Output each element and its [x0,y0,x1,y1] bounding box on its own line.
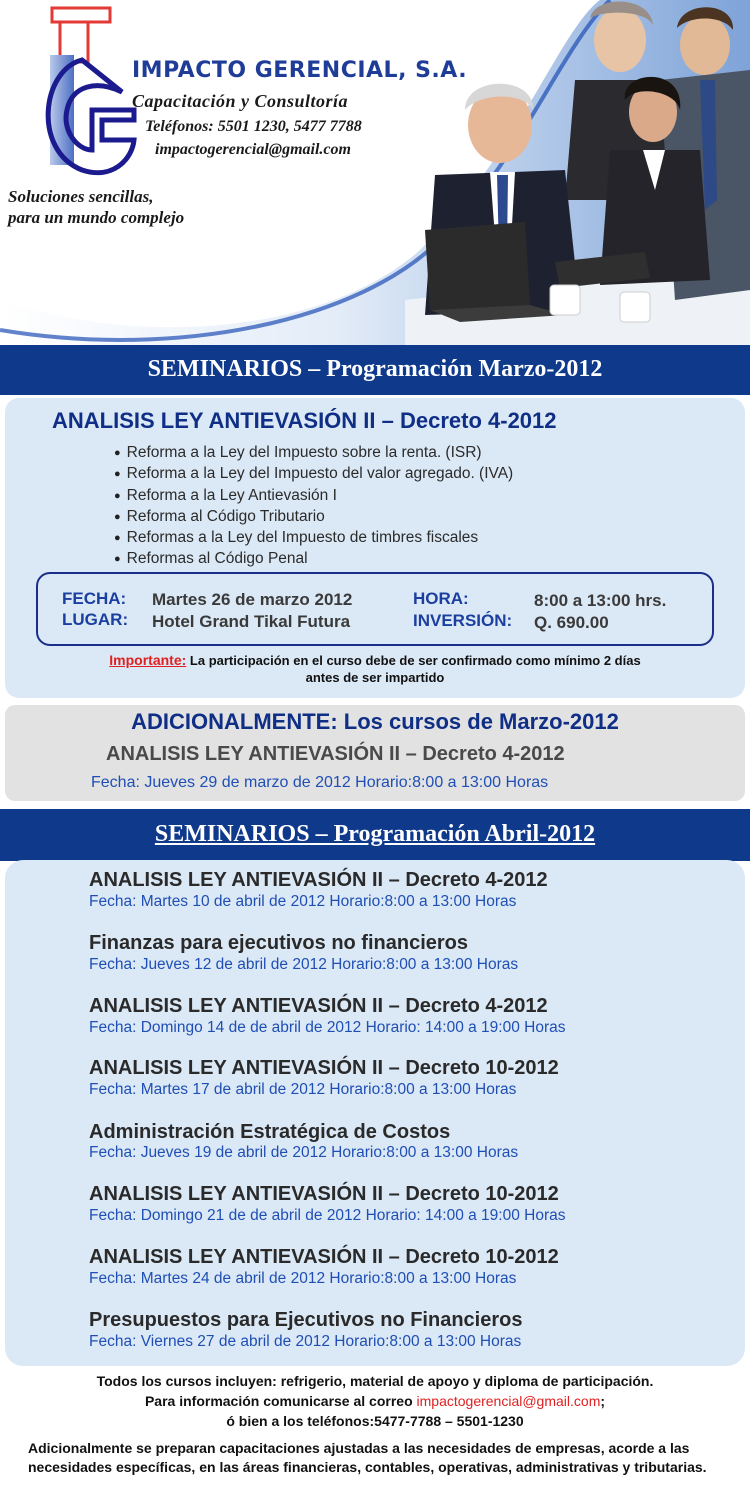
additional-course-title: ANALISIS LEY ANTIEVASIÓN II – Decreto 4-2012 [106,743,565,765]
inversion-value: Q. 690.00 [534,613,609,632]
business-people-photo [405,0,750,345]
company-name: IMPACTO GERENCIAL, S.A. [132,58,468,83]
april-seminars-bar: SEMINARIOS – Programación Abril-2012 [0,809,750,861]
april-course-title: Finanzas para ejecutivos no financieros [89,932,469,954]
footer-semicolon: ; [600,1393,606,1409]
topic-item: ● Reforma al Código Tributario [114,507,513,528]
hora-value: 8:00 a 13:00 hrs. [534,591,667,610]
fecha-label: FECHA: [62,589,127,608]
lugar-label: LUGAR: [62,610,129,629]
footer-line-3: ó bien a los teléfonos:5477-7788 – 5501-1230 [226,1413,524,1429]
topic-item: ● Reformas al Código Penal [114,549,513,570]
april-course-date: Fecha: Jueves 12 de abril de 2012 Horario:8:00 a 13:00 Horas [89,956,519,973]
april-course-date: Fecha: Domingo 14 de de abril de 2012 Horario: 14:00 a 19:00 Horas [89,1019,566,1036]
april-course-title: Administración Estratégica de Costos [89,1121,451,1143]
april-course-title: ANALISIS LEY ANTIEVASIÓN II – Decreto 10-2012 [89,1246,559,1268]
important-note [0,652,750,686]
additional-title: ADICIONALMENTE: Los cursos de Marzo-2012 [131,709,619,734]
topic-item: ● Reforma a la Ley del Impuesto sobre la renta. (ISR) [114,443,513,464]
april-course-date: Fecha: Jueves 19 de abril de 2012 Horario:8:00 a 13:00 Horas [89,1144,519,1161]
april-course-title: ANALISIS LEY ANTIEVASIÓN II – Decreto 4-2012 [89,869,548,891]
april-course-date: Fecha: Viernes 27 de abril de 2012 Horario:8:00 a 13:00 Horas [89,1333,522,1350]
company-logo [22,0,142,190]
important-text-line-2: antes de ser impartido [305,670,445,685]
slogan-line-2: para un mundo complejo [8,208,185,227]
lugar-value: Hotel Grand Tikal Futura [152,612,351,631]
april-course-title: ANALISIS LEY ANTIEVASIÓN II – Decreto 4-2012 [89,995,548,1017]
topic-item: ● Reforma a la Ley Antievasión I [114,486,513,507]
footer-line-1: Todos los cursos incluyen: refrigerio, material de apoyo y diploma de participación. [96,1373,654,1389]
company-phones: Teléfonos: 5501 1230, 5477 7788 [145,118,362,135]
inversion-label: INVERSIÓN: [413,611,513,630]
april-course-date: Fecha: Martes 17 de abril de 2012 Horario:8:00 a 13:00 Horas [89,1081,517,1098]
slogan [8,186,184,228]
fecha-value: Martes 26 de marzo 2012 [152,590,353,609]
april-course-title: ANALISIS LEY ANTIEVASIÓN II – Decreto 10-2012 [89,1057,559,1079]
hora-label: HORA: [413,589,469,608]
footer-paragraph: Adicionalmente se preparan capacitaciones ajustadas a las necesidades de empresas, acorde a las necesidades específicas, en las áreas financieras, contables, operativas, administrativas y tributarias. [28,1440,707,1475]
topic-item: ● Reforma a la Ley del Impuesto del valor agregado. (IVA) [114,464,513,485]
footer-info [0,1371,750,1431]
footer-line-2 [0,1391,750,1411]
april-course-date: Fecha: Domingo 21 de de abril de 2012 Horario: 14:00 a 19:00 Horas [89,1207,566,1224]
slogan-line-1: Soluciones sencillas, [8,187,154,206]
company-email[interactable]: impactogerencial@gmail.com [155,141,351,158]
march-topics-list [114,443,513,571]
additional-course-date: Fecha: Jueves 29 de marzo de 2012 Horario:8:00 a 13:00 Horas [91,774,549,791]
company-subtitle: Capacitación y Consultoría [132,91,349,111]
important-text-line-1: La participación en el curso debe de ser confirmado como mínimo 2 días [186,653,641,668]
march-seminars-bar: SEMINARIOS – Programación Marzo-2012 [0,345,750,395]
april-course-title: ANALISIS LEY ANTIEVASIÓN II – Decreto 10-2012 [89,1183,559,1205]
important-label: Importante: [109,652,187,668]
topic-item: ● Reformas a la Ley del Impuesto de timbres fiscales [114,528,513,549]
april-course-date: Fecha: Martes 10 de abril de 2012 Horario:8:00 a 13:00 Horas [89,893,517,910]
march-course-title: ANALISIS LEY ANTIEVASIÓN II – Decreto 4-2012 [52,408,557,433]
footer-email-link[interactable]: impactogerencial@gmail.com [416,1393,601,1409]
april-course-date: Fecha: Martes 24 de abril de 2012 Horario:8:00 a 13:00 Horas [89,1270,517,1287]
footer-contact-text: Para información comunicarse al correo [144,1393,417,1409]
header-banner [0,0,750,345]
april-course-title: Presupuestos para Ejecutivos no Financieros [89,1309,523,1331]
